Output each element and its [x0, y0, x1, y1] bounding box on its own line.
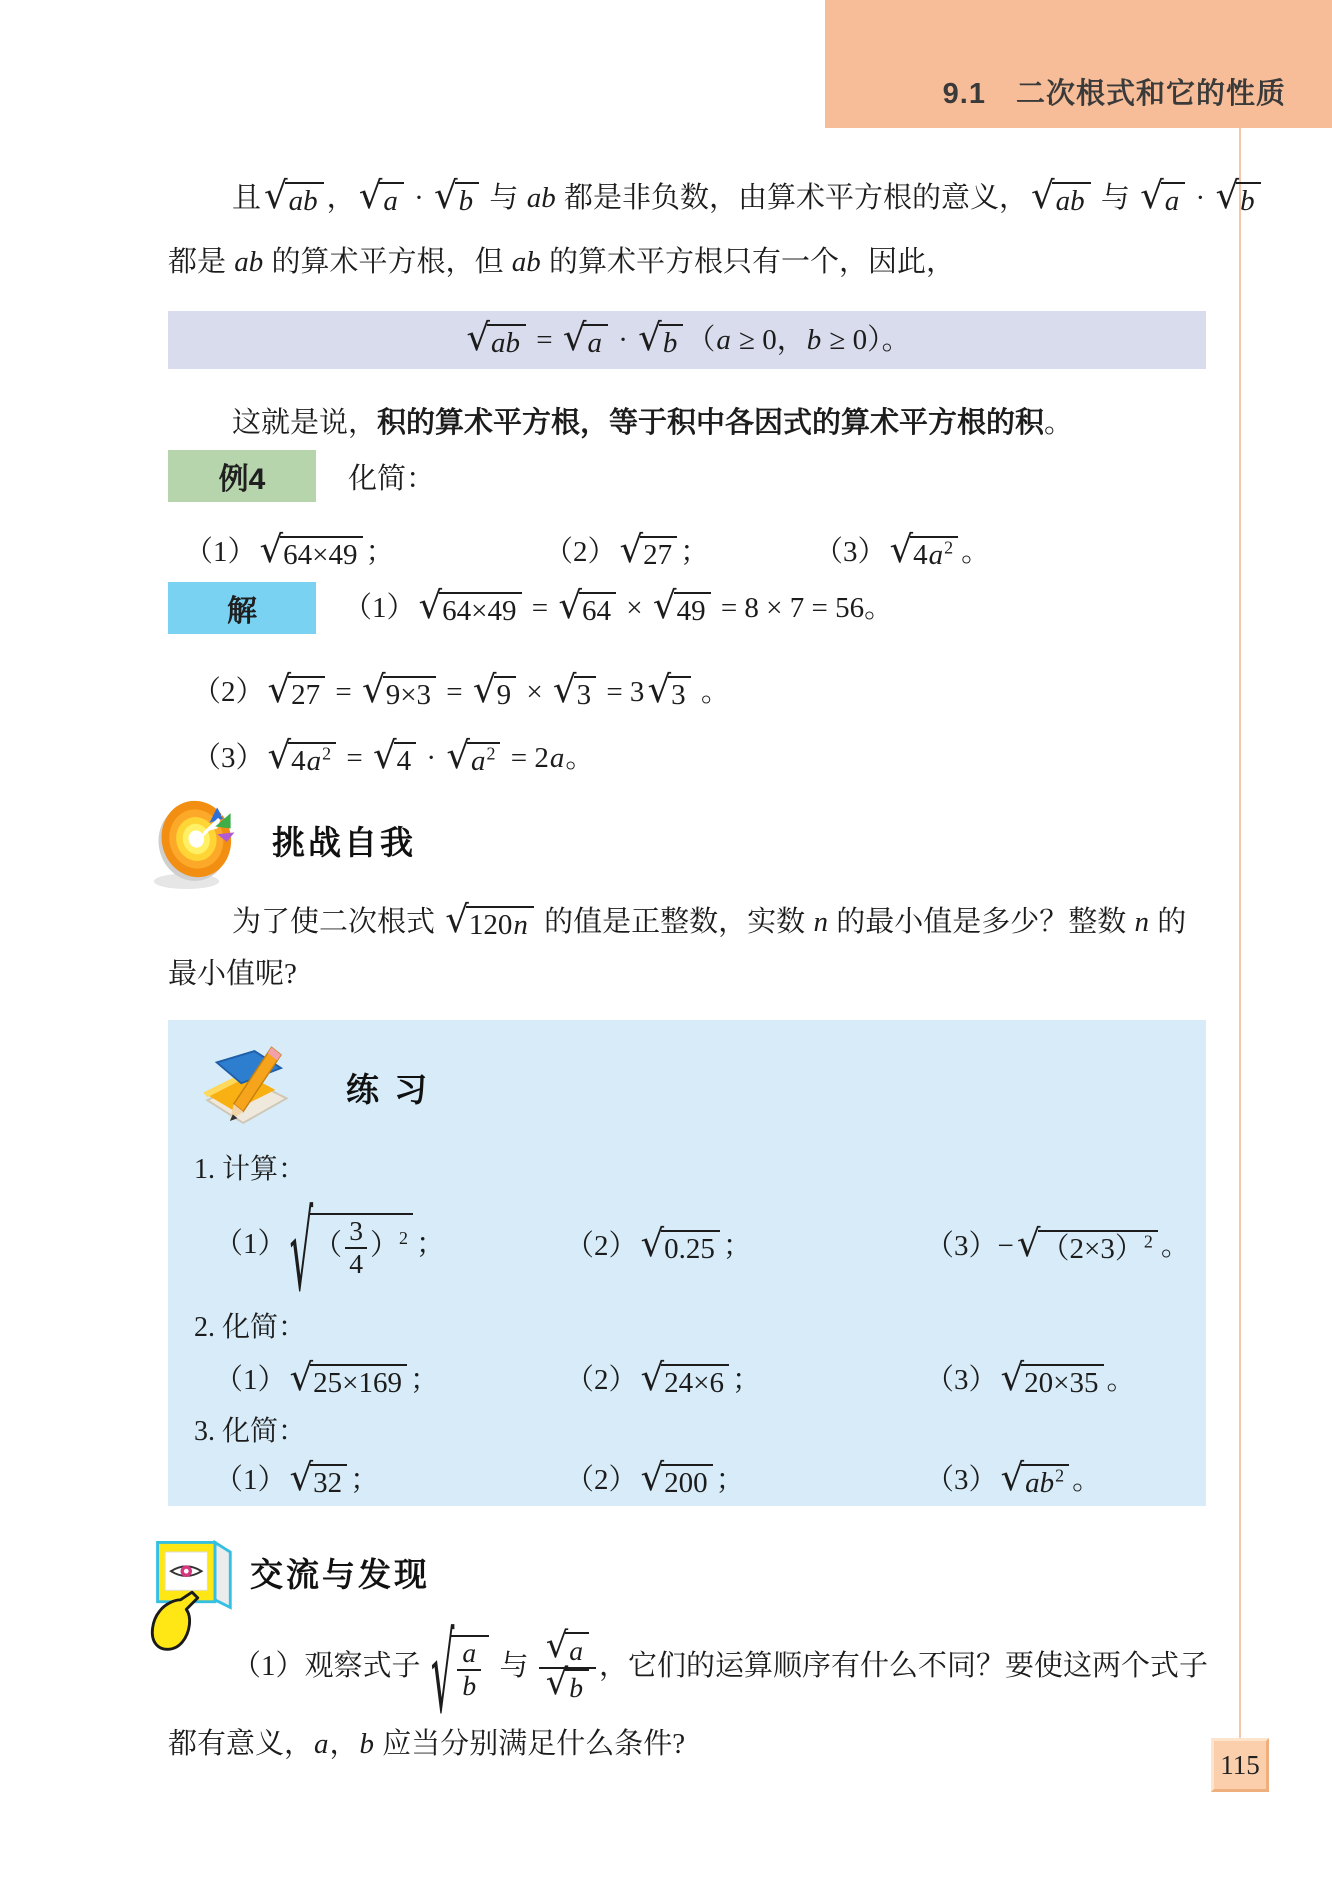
example-label-box: 例4 [168, 450, 316, 502]
solution-header-row [168, 580, 1206, 636]
practice-3-1: （1） √ 32 ； [214, 1455, 380, 1499]
intro-line-2: 都是 ab 的算术平方根，但 ab 的算术平方根只有一个，因此， [168, 246, 956, 278]
practice-2-2: （2） √ 24×6 ； [565, 1355, 762, 1399]
example-header-row [168, 450, 1206, 502]
practice-item-3-row [194, 1456, 1206, 1504]
example-problems-row [168, 524, 1206, 580]
practice-1-2: （2） √ 0.25 ； [565, 1221, 752, 1265]
practice-item-2-row [194, 1352, 1206, 1408]
practice-2-1: （1） √ 25×169 ； [214, 1355, 440, 1399]
example-prompt: 化简： [348, 462, 436, 495]
margin-rule-line [1239, 128, 1241, 1738]
challenge-heading: 挑战自我 [272, 823, 416, 861]
page-number-box [1211, 1738, 1269, 1792]
practice-3-2: （2） √ 200 ； [565, 1455, 745, 1499]
example-problem-2: （2） √ 27 ； [544, 527, 710, 571]
practice-2-3: （3） √ 20×35 。 [925, 1355, 1136, 1399]
example-problem-1: （1） √ 64×49 ； [184, 527, 395, 571]
product-rule-formula-box [168, 311, 1206, 369]
rule-statement-line: 这就是说，积的算术平方根，等于积中各因式的算术平方根的积。 [232, 407, 1074, 439]
target-icon [150, 790, 246, 890]
practice-item-2-label: 2. 化简： [194, 1312, 307, 1343]
notebooks-icon [194, 1041, 298, 1133]
discussion-section-header [168, 1536, 1206, 1608]
solution-line-1: （1） √ 64×49 = √ 64 × √ 49 = 8 × 7 = 56。 [343, 583, 894, 627]
practice-1-1: （1） √ （ $\frac{3}{4}$ ）$^2$ ； [214, 1190, 445, 1316]
solution-line-3: （3） √ $4a^2$ = √ 4 · √ $a^2$ = 2a。 [192, 733, 595, 777]
section-title: 9.1 二次根式和它的性质 [942, 78, 1286, 110]
practice-3-3: （3） √ $ab^2$ 。 [925, 1455, 1102, 1499]
challenge-section-header [168, 792, 1206, 888]
discussion-heading: 交流与发现 [250, 1555, 430, 1593]
practice-section-header [194, 1040, 1206, 1134]
product-rule-formula: √ ab = √ a · √ b （a ≥ 0，b ≥ 0）。 [466, 315, 911, 359]
example-problem-3: （3） √ $4a^2$ 。 [814, 527, 991, 571]
intro-line-1: 且 √ ab ， √ a · √ b 与 ab 都是非负数，由算术平方根的意义， √ ab 与 √ a · √ b [168, 170, 1206, 226]
discussion-line-1: （1）观察式子 √ $\frac{a}{b}$ 与 √ a √ b ，它们的运算顺序有什么不同？要使这两个式子 [232, 1613, 1208, 1738]
practice-item-1-row [194, 1190, 1206, 1316]
practice-item-1-label: 1. 计算： [194, 1154, 307, 1185]
practice-1-3: （3）− √ $(2\times 3)^2$ 。 [925, 1221, 1190, 1265]
challenge-line-1: 为了使二次根式 √ 120n 的值是正整数，实数 n 的最小值是多少？整数 n 的 [232, 897, 1187, 941]
discussion-line-2: 都有意义，a，b 应当分别满足什么条件? [168, 1728, 686, 1760]
practice-item-3-label: 3. 化简： [194, 1416, 307, 1447]
page-number: 115 [1220, 1749, 1260, 1780]
practice-heading: 练 习 [346, 1070, 431, 1108]
monitor-eye-icon [148, 1536, 236, 1656]
solution-line-2: （2） √ 27 = √ 9×3 = √ 9 × √ 3 = 3 √ 3 。 [192, 667, 730, 711]
challenge-line-2: 最小值呢? [168, 958, 297, 990]
solution-label-box: 解 [168, 582, 316, 634]
practice-panel [168, 1020, 1206, 1506]
